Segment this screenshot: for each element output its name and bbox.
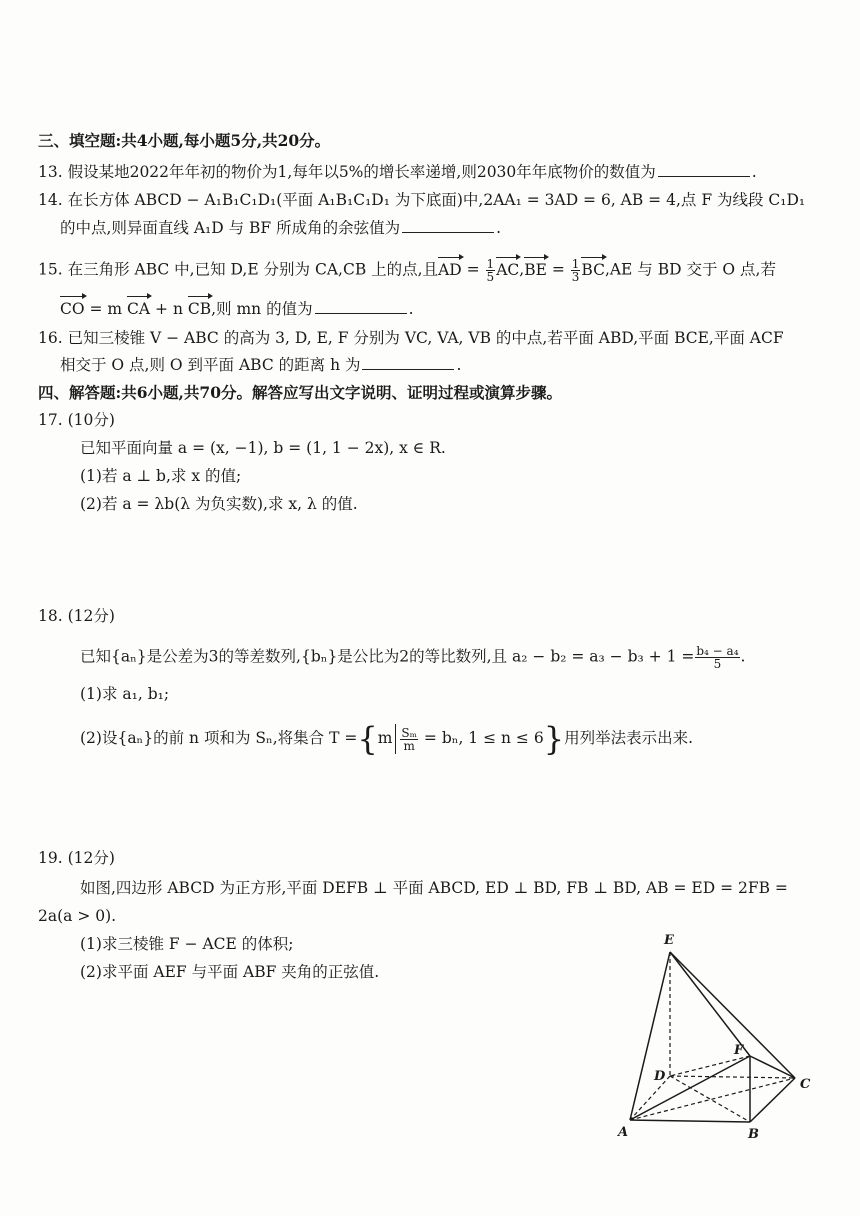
q17-part-1: (1)若 a ⊥ b,求 x 的值; xyxy=(80,467,242,485)
vector-ca: CA xyxy=(127,300,151,318)
set-brace-close: } xyxy=(543,720,565,758)
question-15-line1 xyxy=(38,258,776,283)
vector-ac: AC xyxy=(496,260,520,279)
question-13 xyxy=(38,162,757,182)
q16-end: . xyxy=(456,356,462,374)
vector-co: CO xyxy=(60,300,85,318)
section-3-heading: 三、填空题:共4小题,每小题5分,共20分。 xyxy=(38,131,331,150)
q18-statement-text: 已知{aₙ}是公差为3的等差数列,{bₙ}是公比为2的等比数列,且 a₂ − b₂ = a₃ − b₃ + 1 = xyxy=(80,647,695,666)
label-d: D xyxy=(654,1069,666,1084)
label-c: C xyxy=(800,1077,811,1092)
q18-statement xyxy=(80,645,745,670)
q15-end: . xyxy=(408,300,414,318)
q15-eq1: = xyxy=(461,260,485,279)
label-b: B xyxy=(748,1127,759,1142)
q14-line2-text: 的中点,则异面直线 A₁D 与 BF 所成角的余弦值为 xyxy=(60,219,401,237)
frac-denominator: 5 xyxy=(713,657,722,671)
q14-answer-blank[interactable] xyxy=(402,218,494,233)
edge-dc xyxy=(670,1076,795,1078)
q15-prefix: 15. 在三角形 ABC 中,已知 D,E 分别为 CA,CB 上的点,且 xyxy=(38,260,439,279)
pyramid-figure xyxy=(610,930,820,1145)
set-condition: = bₙ, 1 ≤ n ≤ 6 xyxy=(418,729,544,747)
q15-comma: , xyxy=(519,260,525,279)
edge-ab xyxy=(630,1120,750,1122)
fraction-b4-minus-a4 xyxy=(695,645,739,670)
q15-eq2: = xyxy=(546,260,570,279)
question-14-line2 xyxy=(60,218,501,238)
label-a: A xyxy=(618,1125,629,1140)
q18-number: 18. (12分) xyxy=(38,607,115,625)
edge-fc xyxy=(750,1056,795,1078)
q17-part-2: (2)若 a = λb(λ 为负实数),求 x, λ 的值. xyxy=(80,495,358,513)
vector-be: BE xyxy=(524,260,547,279)
q13-end: . xyxy=(751,163,757,181)
frac-numerator: 1 xyxy=(486,257,495,271)
frac-numerator: Sₘ xyxy=(401,725,417,740)
set-divider xyxy=(395,724,396,754)
vector-cb: CB xyxy=(187,300,212,318)
q15-mid2: + n xyxy=(150,300,188,318)
question-16-line2 xyxy=(60,355,461,375)
edge-ef xyxy=(670,952,750,1056)
frac-numerator: 1 xyxy=(571,257,580,271)
q15-mid1: = m xyxy=(84,300,128,318)
q15-line2-end: ,则 mn 的值为 xyxy=(211,300,313,318)
q19-statement-line2: 2a(a > 0). xyxy=(38,907,117,925)
q19-part-1: (1)求三棱锥 F − ACE 的体积; xyxy=(80,935,294,953)
q18-part-2-end: 用列举法表示出来. xyxy=(564,729,693,747)
q17-number: 17. (10分) xyxy=(38,411,115,429)
edge-ec xyxy=(670,952,795,1078)
q15-suffix: ,AE 与 BD 交于 O 点,若 xyxy=(604,260,776,279)
fraction-one-third xyxy=(571,258,581,283)
set-brace-open: { xyxy=(357,720,378,758)
q16-line2-text: 相交于 O 点,则 O 到平面 ABC 的距离 h 为 xyxy=(60,356,361,374)
question-14-line1: 14. 在长方体 ABCD − A₁B₁C₁D₁(平面 A₁B₁C₁D₁ 为下底面)中,2AA₁ = 3AD = 6, AB = 4,点 F 为线段 C₁D₁ xyxy=(38,191,806,209)
question-15-line2 xyxy=(60,299,414,319)
fraction-sm-over-m xyxy=(400,727,418,752)
edge-db xyxy=(670,1076,750,1122)
q19-part-2: (2)求平面 AEF 与平面 ABF 夹角的正弦值. xyxy=(80,963,380,981)
q13-answer-blank[interactable] xyxy=(658,162,750,177)
section-4-heading: 四、解答题:共6小题,共70分。解答应写出文字说明、证明过程或演算步骤。 xyxy=(38,383,562,402)
edge-bc xyxy=(750,1078,795,1122)
q19-statement-line1: 如图,四边形 ABCD 为正方形,平面 DEFB ⊥ 平面 ABCD, ED ⊥ BD, FB ⊥ BD, AB = ED = 2FB = xyxy=(80,879,788,897)
frac-denominator: m xyxy=(403,738,415,753)
set-variable: m xyxy=(377,729,393,747)
vector-bc: BC xyxy=(581,260,605,279)
label-f: F xyxy=(734,1043,744,1058)
q19-number: 19. (12分) xyxy=(38,849,115,867)
q15-answer-blank[interactable] xyxy=(315,299,407,314)
label-e: E xyxy=(664,933,674,948)
q14-end: . xyxy=(496,219,502,237)
q18-part-2 xyxy=(80,720,693,758)
q18-statement-end: . xyxy=(740,647,746,666)
edge-ea xyxy=(630,952,670,1120)
fraction-one-fifth xyxy=(486,258,496,283)
frac-denominator: 5 xyxy=(486,270,495,284)
q18-part-2-text: (2)设{aₙ}的前 n 项和为 Sₙ,将集合 T = xyxy=(80,729,358,747)
frac-denominator: 3 xyxy=(571,270,580,284)
edge-fd xyxy=(670,1056,750,1076)
vector-ad: AD xyxy=(438,260,462,279)
q18-part-1: (1)求 a₁, b₁; xyxy=(80,685,170,703)
q17-statement: 已知平面向量 a = (x, −1), b = (1, 1 − 2x), x ∈ R. xyxy=(80,439,446,457)
frac-numerator: b₄ − a₄ xyxy=(696,644,739,658)
q16-answer-blank[interactable] xyxy=(362,355,454,370)
question-16-line1: 16. 已知三棱锥 V − ABC 的高为 3, D, E, F 分别为 VC, VA, VB 的中点,若平面 ABD,平面 BCE,平面 ACF xyxy=(38,329,784,347)
edge-ac xyxy=(630,1078,795,1120)
q13-text: 13. 假设某地2022年年初的物价为1,每年以5%的增长率递增,则2030年年底物价的数值为 xyxy=(38,163,656,181)
